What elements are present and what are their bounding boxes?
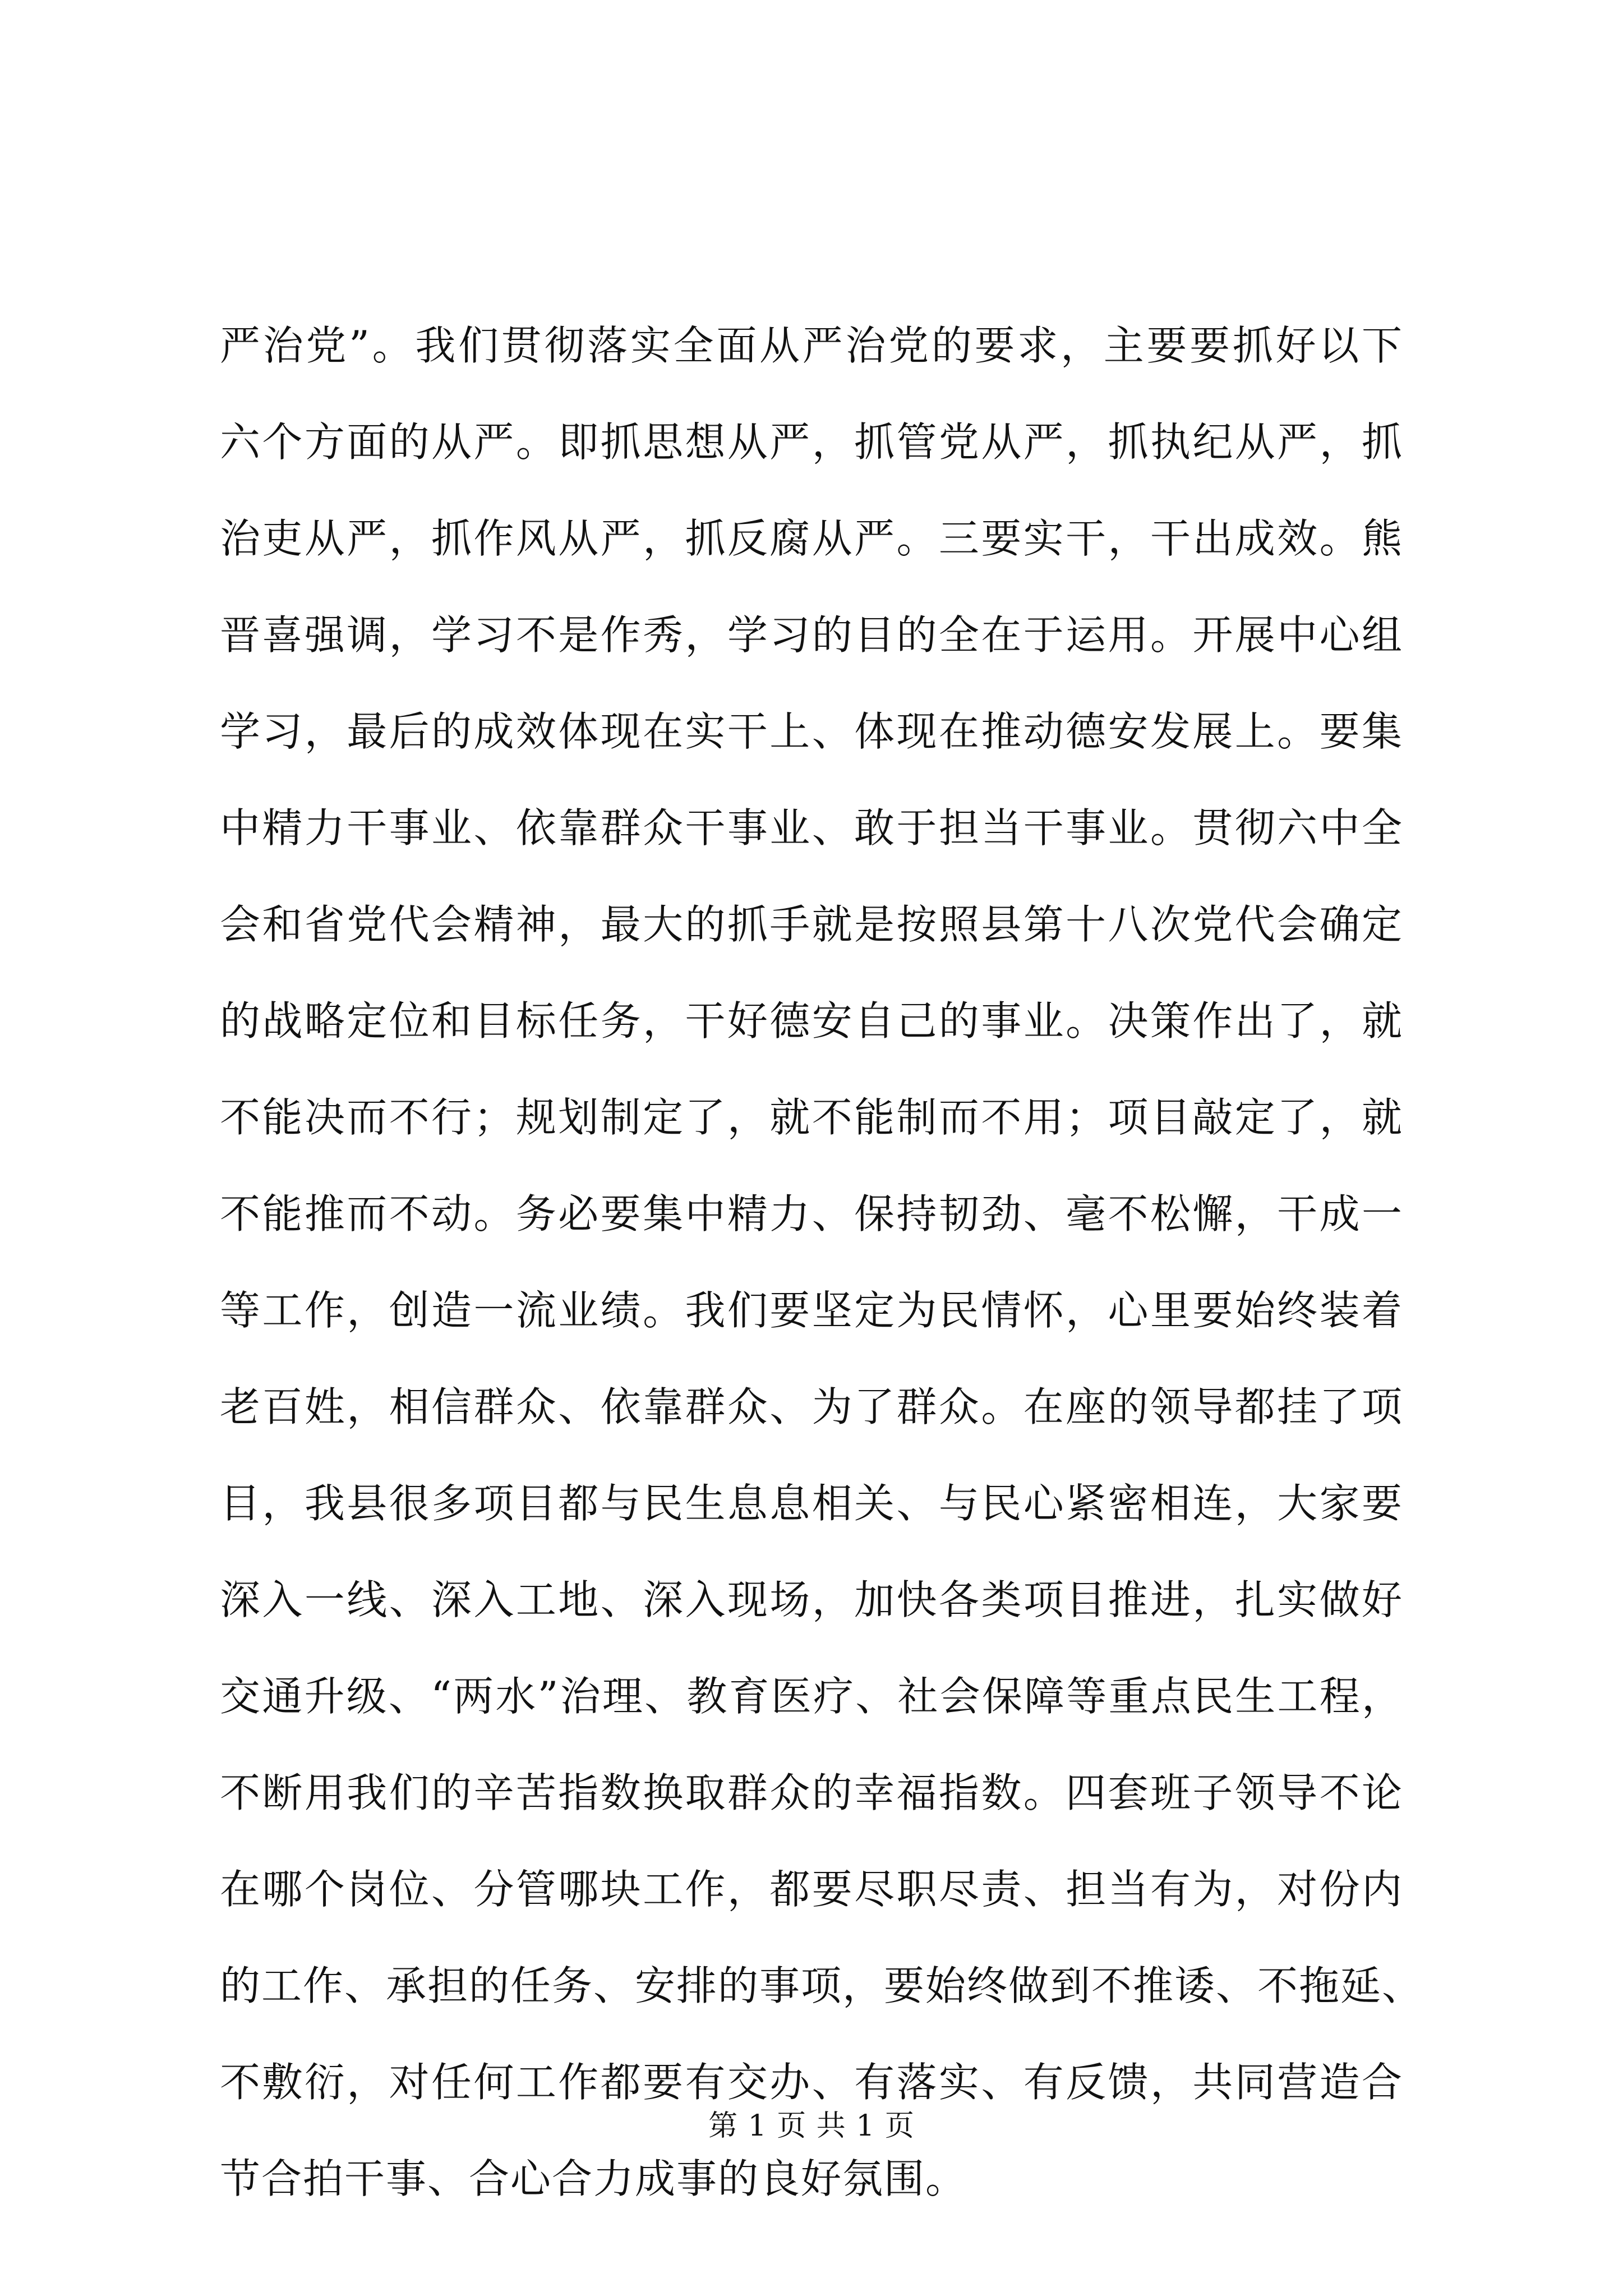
text-line: 深入一线、深入工地、深入现场，加快各类项目推进，扎实做好 (220, 1576, 1403, 1623)
text-line: 的战略定位和目标任务，干好德安自己的事业。决策作出了，就 (220, 997, 1403, 1045)
text-line: 晋喜强调，学习不是作秀，学习的目的全在于运用。开展中心组 (220, 611, 1403, 659)
page-footer: 第 1 页 共 1 页 (708, 2109, 915, 2143)
text-line: 六个方面的从严。即抓思想从严，抓管党从严，抓执纪从严，抓 (220, 418, 1403, 466)
text-line: 严治党”。我们贯彻落实全面从严治党的要求，主要要抓好以下 (220, 322, 1403, 369)
body-paragraph (220, 297, 1424, 2227)
text-line: 等工作，创造一流业绩。我们要坚定为民情怀，心里要始终装着 (220, 1287, 1403, 1334)
text-line: 目，我县很多项目都与民生息息相关、与民心紧密相连，大家要 (220, 1480, 1403, 1527)
text-line: 学习，最后的成效体现在实干上、体现在推动德安发展上。要集 (220, 708, 1403, 755)
text-line: 的工作、承担的任务、安排的事项，要始终做到不推诿、不拖延、 (220, 1962, 1424, 2009)
text-line: 不能推而不动。务必要集中精力、保持韧劲、毫不松懈，干成一 (220, 1190, 1403, 1237)
text-line: 不断用我们的辛苦指数换取群众的幸福指数。四套班子领导不论 (220, 1769, 1403, 1816)
text-line: 老百姓，相信群众、依靠群众、为了群众。在座的领导都挂了项 (220, 1383, 1403, 1430)
text-line: 交通升级、“两水”治理、教育医疗、社会保障等重点民生工程， (220, 1673, 1403, 1720)
text-line: 不敷衍，对任何工作都要有交办、有落实、有反馈，共同营造合 (220, 2059, 1403, 2106)
text-line: 不能决而不行；规划制定了，就不能制而不用；项目敲定了，就 (220, 1094, 1403, 1141)
text-line: 节合拍干事、合心合力成事的良好氛围。 (220, 2155, 967, 2202)
text-line: 在哪个岗位、分管哪块工作，都要尽职尽责、担当有为，对份内 (220, 1866, 1403, 1913)
text-line: 治吏从严，抓作风从严，抓反腐从严。三要实干，干出成效。熊 (220, 515, 1403, 562)
text-line: 会和省党代会精神，最大的抓手就是按照县第十八次党代会确定 (220, 901, 1403, 948)
text-line: 中精力干事业、依靠群众干事业、敢于担当干事业。贯彻六中全 (220, 804, 1403, 852)
